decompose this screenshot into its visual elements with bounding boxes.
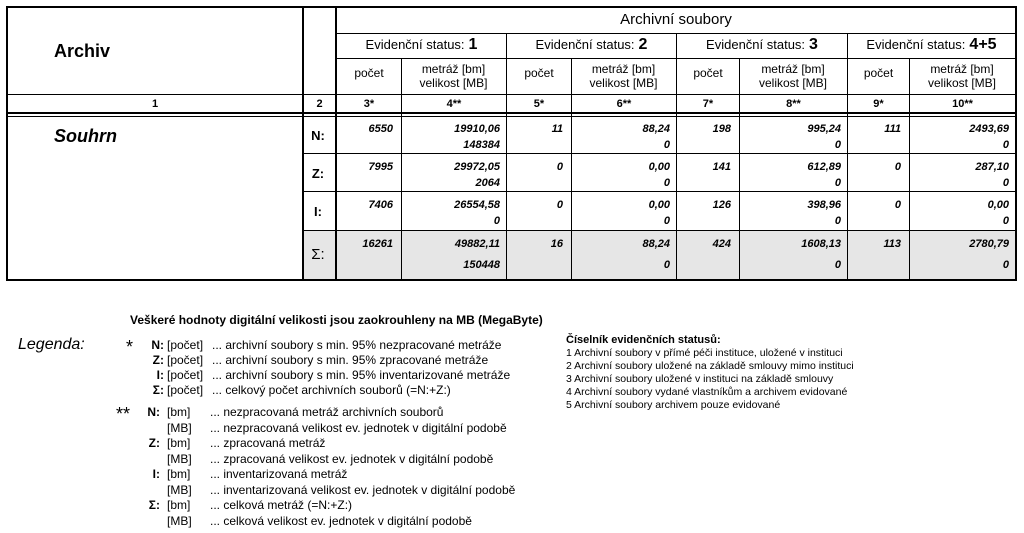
status-number: 2 bbox=[638, 36, 648, 53]
rounding-note: Veškeré hodnoty digitální velikosti jsou zaokrouhleny na MB (MegaByte) bbox=[130, 313, 543, 327]
mb-value: 2064 bbox=[475, 177, 500, 189]
legend-unit: [počet] bbox=[167, 383, 204, 397]
legend-text: ... zpracovaná metráž bbox=[210, 436, 326, 450]
legend-text: ... celková metráž (=N:+Z:) bbox=[210, 498, 353, 512]
legend-key: Z: bbox=[148, 436, 160, 450]
metraz-value: 88,24 bbox=[642, 123, 670, 135]
metraz-value: 995,24 bbox=[807, 123, 841, 135]
legend-text: ... nezpracovaná velikost ev. jednotek v digitální podobě bbox=[210, 421, 507, 435]
col-pocet-header: počet bbox=[524, 66, 554, 80]
pocet-value: 16261 bbox=[362, 238, 393, 250]
single-star: * bbox=[126, 337, 134, 357]
double-star: ** bbox=[116, 404, 131, 424]
legend-unit: [MB] bbox=[167, 514, 192, 528]
pocet-value: 198 bbox=[712, 123, 731, 135]
mb-value: 0 bbox=[663, 259, 670, 271]
legend-text: ... archivní soubory s min. 95% zpracované metráže bbox=[212, 353, 489, 367]
legend-key: Σ: bbox=[148, 498, 160, 512]
pocet-value: 0 bbox=[556, 161, 563, 173]
col-metraz-header: metráž [bm] bbox=[930, 62, 994, 76]
pocet-value: 126 bbox=[712, 199, 731, 211]
legend-unit: [MB] bbox=[167, 421, 192, 435]
legend-key: I: bbox=[152, 467, 160, 481]
status-label: Evidenční status: bbox=[535, 37, 635, 52]
legend-key: I: bbox=[156, 368, 164, 382]
pocet-value: 0 bbox=[894, 199, 901, 211]
pocet-value: 7995 bbox=[368, 161, 393, 173]
status-list-item: 5 Archivní soubory archivem pouze evidované bbox=[566, 399, 781, 411]
legend-unit: [MB] bbox=[167, 483, 192, 497]
status-list-item: 1 Archivní soubory v přímé péči instituce, uložené v instituci bbox=[566, 347, 843, 359]
status-label: Evidenční status: bbox=[866, 37, 966, 52]
metraz-value: 49882,11 bbox=[454, 238, 500, 250]
column-number: 3* bbox=[363, 98, 375, 110]
pocet-value: 141 bbox=[712, 161, 731, 173]
column-number: 7* bbox=[702, 98, 714, 110]
pocet-value: 111 bbox=[884, 123, 901, 135]
legend-unit: [bm] bbox=[167, 405, 191, 419]
status-list-item: 2 Archivní soubory uložené na základě smlouvy mimo instituci bbox=[566, 360, 854, 372]
col-velikost-header: velikost [MB] bbox=[589, 76, 658, 90]
column-number: 5* bbox=[533, 98, 545, 110]
metraz-value: 398,96 bbox=[807, 199, 841, 211]
col-velikost-header: velikost [MB] bbox=[927, 76, 996, 90]
mb-value: 0 bbox=[663, 139, 670, 151]
legend-unit: [bm] bbox=[167, 467, 191, 481]
col-velikost-header: velikost [MB] bbox=[758, 76, 827, 90]
metraz-value: 2780,79 bbox=[969, 238, 1009, 250]
status-list-item: 4 Archivní soubory vydané vlastníkům a archivem evidované bbox=[566, 386, 848, 398]
col-velikost-header: velikost [MB] bbox=[419, 76, 488, 90]
mb-value: 150448 bbox=[463, 259, 500, 271]
metraz-value: 287,10 bbox=[975, 161, 1009, 173]
mb-value: 0 bbox=[1002, 177, 1009, 189]
pocet-value: 16 bbox=[550, 238, 563, 250]
status-list-title: Číselník evidenčních statusů: bbox=[566, 334, 721, 346]
metraz-value: 0,00 bbox=[987, 199, 1009, 211]
souhrn-label: Souhrn bbox=[54, 126, 117, 146]
mb-value: 0 bbox=[1002, 215, 1009, 227]
metraz-value: 88,24 bbox=[642, 238, 670, 250]
mb-value: 0 bbox=[663, 215, 670, 227]
column-number: 6** bbox=[616, 98, 632, 110]
col-metraz-header: metráž [bm] bbox=[591, 62, 656, 76]
legend-key: Z: bbox=[152, 353, 164, 367]
legend-text: ... archivní soubory s min. 95% inventarizované metráže bbox=[212, 368, 511, 382]
pocet-value: 11 bbox=[551, 123, 563, 135]
legend-text: ... zpracovaná velikost ev. jednotek v digitální podobě bbox=[210, 452, 494, 466]
column-number: 9* bbox=[873, 98, 884, 110]
metraz-value: 26554,58 bbox=[454, 199, 500, 211]
mb-value: 0 bbox=[834, 177, 841, 189]
metraz-value: 0,00 bbox=[648, 161, 670, 173]
mb-value: 0 bbox=[1002, 259, 1009, 271]
legend-title: Legenda: bbox=[18, 336, 85, 353]
summary-table bbox=[6, 6, 1017, 281]
status-header-4 bbox=[848, 36, 1015, 54]
status-label: Evidenční status: bbox=[706, 37, 806, 52]
status-header-3 bbox=[677, 36, 847, 54]
legend-text: ... inventarizovaná metráž bbox=[210, 467, 348, 481]
col-pocet-header: počet bbox=[693, 66, 723, 80]
row-key: Σ: bbox=[311, 246, 325, 263]
mb-value: 148384 bbox=[463, 139, 500, 151]
legend-unit: [počet] bbox=[167, 368, 204, 382]
status-header-1 bbox=[337, 36, 506, 54]
status-number: 3 bbox=[809, 36, 818, 53]
metraz-value: 19910,06 bbox=[454, 123, 500, 135]
metraz-value: 0,00 bbox=[648, 199, 670, 211]
mb-value: 0 bbox=[1002, 139, 1009, 151]
legend-text: ... archivní soubory s min. 95% nezpracované metráže bbox=[212, 338, 502, 352]
legend-unit: [bm] bbox=[167, 498, 191, 512]
column-number: 10** bbox=[952, 98, 973, 110]
col-metraz-header: metráž [bm] bbox=[421, 62, 486, 76]
column-number: 2 bbox=[316, 98, 323, 110]
pocet-value: 0 bbox=[894, 161, 901, 173]
pocet-value: 6550 bbox=[368, 123, 393, 135]
col-pocet-header: počet bbox=[863, 66, 894, 80]
column-number: 8** bbox=[786, 98, 801, 110]
metraz-value: 2493,69 bbox=[969, 123, 1009, 135]
column-number: 4** bbox=[446, 98, 462, 110]
status-list-item: 3 Archivní soubory uložené v instituci na základě smlouvy bbox=[566, 373, 834, 385]
legend-unit: [bm] bbox=[167, 436, 191, 450]
legend-key: N: bbox=[151, 338, 164, 352]
metraz-value: 1608,13 bbox=[801, 238, 841, 250]
status-label: Evidenční status: bbox=[365, 37, 465, 52]
mb-value: 0 bbox=[834, 259, 841, 271]
archiv-header: Archiv bbox=[54, 41, 111, 61]
pocet-value: 424 bbox=[712, 238, 731, 250]
row-key: N: bbox=[311, 128, 325, 143]
mb-value: 0 bbox=[834, 139, 841, 151]
legend-key: N: bbox=[147, 405, 160, 419]
legend-unit: [počet] bbox=[167, 353, 204, 367]
mb-value: 0 bbox=[663, 177, 670, 189]
metraz-value: 29972,05 bbox=[454, 161, 500, 173]
column-number: 1 bbox=[151, 98, 159, 110]
status-header-2 bbox=[507, 36, 676, 54]
status-number: 4+5 bbox=[969, 36, 997, 53]
legend-text: ... inventarizovaná velikost ev. jednotek v digitální podobě bbox=[210, 483, 516, 497]
mb-value: 0 bbox=[834, 215, 841, 227]
legend-text: ... celkový počet archivních souborů (=N:+Z:) bbox=[212, 383, 451, 397]
legend-unit: [počet] bbox=[167, 338, 204, 352]
legend-text: ... nezpracovaná metráž archivních souborů bbox=[210, 405, 444, 419]
pocet-value: 7406 bbox=[368, 199, 393, 211]
pocet-value: 0 bbox=[556, 199, 563, 211]
pocet-value: 113 bbox=[883, 238, 901, 250]
metraz-value: 612,89 bbox=[807, 161, 841, 173]
col-metraz-header: metráž [bm] bbox=[761, 62, 825, 76]
status-number: 1 bbox=[468, 36, 478, 53]
row-key: I: bbox=[314, 204, 322, 219]
row-key: Z: bbox=[311, 166, 325, 181]
legend-unit: [MB] bbox=[167, 452, 192, 466]
group-title: Archivní soubory bbox=[620, 11, 732, 28]
mb-value: 0 bbox=[493, 215, 500, 227]
col-pocet-header: počet bbox=[354, 66, 384, 80]
legend-key: Σ: bbox=[152, 383, 164, 397]
legend-text: ... celková velikost ev. jednotek v digitální podobě bbox=[210, 514, 472, 528]
